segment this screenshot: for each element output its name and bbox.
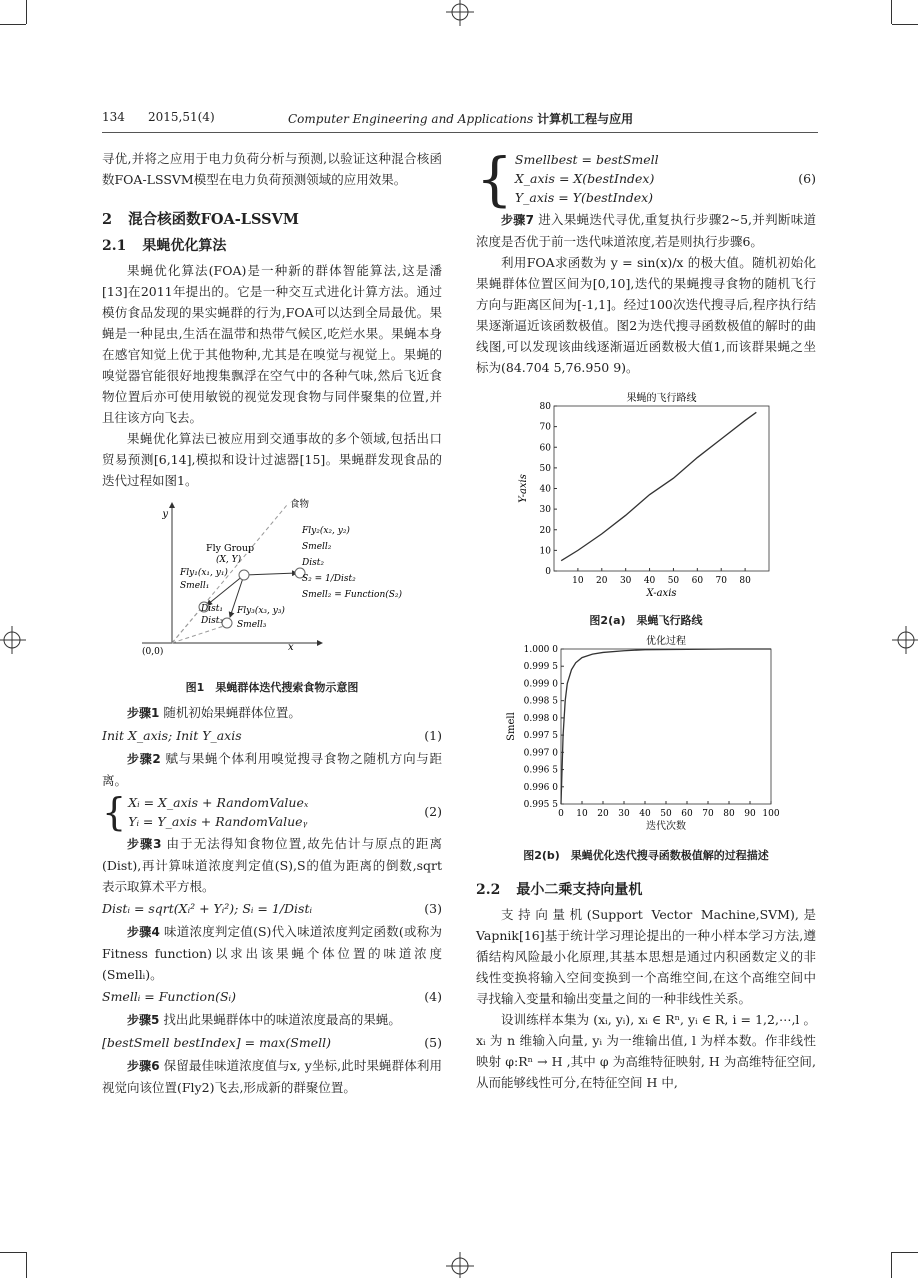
registration-mark-icon: [440, 1252, 480, 1278]
y-tick-label: 0.997 0: [523, 748, 558, 759]
step-paragraph: 步骤2 赋与果蝇个体利用嗅觉搜寻食物之随机方向与距离。: [102, 751, 442, 788]
issue-info: 2015,51(4): [148, 110, 215, 124]
crop-mark: [892, 24, 918, 25]
registration-mark-icon: [0, 620, 26, 660]
plot-frame: [554, 406, 769, 571]
y-tick-label: 1.000 0: [523, 645, 558, 655]
y-tick-label: 70: [539, 422, 551, 433]
crop-mark: [892, 1252, 918, 1253]
x-tick-label: 80: [723, 809, 735, 819]
diagram-label: Fly₂(x₂, y₂): [302, 526, 350, 536]
x-tick-label: 70: [702, 809, 714, 819]
y-tick-label: 50: [539, 463, 551, 474]
step-paragraph: 步骤6 保留最佳味道浓度值与x, y坐标,此时果蝇群体利用视觉向该位置(Fly2)飞去,形成新的群聚位置。: [102, 1058, 442, 1095]
diagram-label: Fly Group: [206, 543, 255, 554]
chart-title: 优化过程: [646, 636, 686, 647]
diagram-label: Dist₂: [302, 558, 324, 568]
chart-title: 果蝇的飞行路线: [626, 393, 697, 404]
left-column: [102, 148, 442, 1098]
equation: { Xᵢ = X_axis + RandomValueₓ Yᵢ = Y_axis + RandomValueᵧ (2): [102, 790, 442, 834]
crop-mark: [0, 24, 26, 25]
body-paragraph: 利用FOA求函数为 y = sin(x)/x 的极大值。随机初始化果蝇群体位置区间为[0,10],迭代的果蝇搜寻食物的随机飞行方向与距离区间为[-1,1]。经过100次迭代搜寻后,程序执行结果逐渐逼近该函数极值。图2为迭代搜寻函数极值的解时的曲线图,可以发现该曲线逐渐逼近函数极大值1,而该群果蝇之坐标为(84.704 5,76.950 9)。: [476, 255, 816, 375]
registration-mark-icon: [892, 620, 918, 660]
step-paragraph: 步骤4 味道浓度判定值(S)代入味道浓度判定函数(或称为Fitness function)以求出该果蝇个体位置的味道浓度(Smellᵢ)。: [102, 924, 442, 982]
x-axis-label: 迭代次数: [646, 821, 686, 832]
body-paragraph: 果蝇优化算法(FOA)是一种新的群体智能算法,这是潘[13]在2011年提出的。它是一种交互式进化计算方法。通过模仿食品发现的果实蝇群的行为,FOA可以达到全局最优。果蝇是一种昆虫,生活在温带和热带气候区,吃烂水果。果蝇本身在感官知觉上优于其他物种,尤其是在嗅觉与视觉上。果蝇的嗅觉器官能很好地搜集飘浮在空气中的各种气味,然后飞近食物位置后亦可使用敏锐的视觉发现食物与同伴聚集的位置,并且往该方向飞去。: [102, 263, 442, 425]
intro-paragraph: 寻优,并将之应用于电力负荷分析与预测,以验证这种混合核函数FOA-LSSVM模型在电力负荷预测领域的应用效果。: [102, 151, 442, 187]
y-tick-label: 30: [539, 505, 551, 516]
figure-caption: 图2(b) 果蝇优化迭代搜寻函数极值解的过程描述: [523, 849, 769, 862]
crop-mark: [891, 0, 892, 24]
flight-path-chart: [476, 390, 816, 600]
x-tick-label: 40: [643, 576, 656, 586]
fly-search-diagram: [102, 495, 442, 673]
x-tick-label: 70: [715, 576, 727, 586]
subsection-heading: 2.2 最小二乘支持向量机: [476, 882, 643, 898]
y-tick-label: 60: [539, 443, 551, 454]
series-line: [561, 649, 771, 804]
y-tick-label: 0.996 0: [523, 782, 558, 793]
equation: [bestSmell bestIndex] = max(Smell) (5): [102, 1035, 442, 1050]
y-tick-label: 0.996 5: [523, 765, 558, 776]
x-tick-label: 0: [558, 809, 564, 819]
right-column: [476, 144, 816, 1093]
journal-title-cn: 计算机工程与应用: [537, 112, 634, 126]
x-tick-label: 10: [572, 576, 584, 586]
figure-caption: 图2(a) 果蝇飞行路线: [589, 614, 703, 627]
y-tick-label: 0.999 0: [523, 679, 558, 690]
x-tick-label: 50: [660, 809, 672, 819]
y-tick-label: 0.999 5: [523, 662, 558, 673]
y-tick-label: 40: [539, 484, 551, 495]
crop-mark: [0, 1252, 26, 1253]
y-axis-label: Y-axis: [518, 474, 529, 503]
y-tick-label: 10: [539, 546, 551, 557]
y-tick-label: 0.997 5: [523, 731, 558, 742]
series-line: [561, 412, 756, 560]
x-tick-label: 40: [639, 809, 651, 819]
diagram-label: 食物: [290, 499, 310, 510]
y-tick-label: 20: [539, 525, 551, 536]
subsection-heading: 2.1 果蝇优化算法: [102, 238, 227, 254]
x-tick-label: 20: [596, 576, 608, 586]
body-paragraph: 支持向量机(Support Vector Machine,SVM),是Vapnik[16]基于统计学习理论提出的一种小样本学习方法,遵循结构风险最小化原理,其基本思想是通过内积函数定义的非线性变换将输入空间变换到一个高维空间,在这个高维空间中寻找输入变量和输出变量之间的一种非线性关系。: [476, 907, 816, 1006]
diagram-label: Smell₁: [180, 581, 210, 591]
equation: Init X_axis; Init Y_axis (1): [102, 728, 442, 743]
journal-title-en: Computer Engineering and Applications: [288, 112, 534, 126]
step-paragraph: 步骤7 进入果蝇迭代寻优,重复执行步骤2~5,并判断味道浓度是否优于前一迭代味道浓度,若是则执行步骤6。: [476, 212, 816, 249]
optimization-process-chart: [476, 635, 816, 835]
section-heading: 2 混合核函数FOA-LSSVM: [102, 211, 299, 228]
x-tick-label: 20: [597, 809, 609, 819]
x-tick-label: 100: [762, 809, 780, 819]
figure-2a: [476, 390, 816, 606]
equation: Distᵢ = sqrt(Xᵢ² + Yᵢ²); Sᵢ = 1/Distᵢ (3): [102, 901, 442, 916]
figure-1: [102, 495, 442, 673]
x-tick-label: 30: [618, 809, 630, 819]
step-paragraph: 步骤3 由于无法得知食物位置,故先估计与原点的距离(Dist),再计算味道浓度判定值(S),S的值为距离的倒数,sqrt 表示取算术平方根。: [102, 836, 442, 894]
x-tick-label: 10: [576, 809, 588, 819]
diagram-label: Fly₃(x₃, y₃): [237, 606, 285, 616]
x-tick-label: 90: [744, 809, 756, 819]
x-tick-label: 30: [619, 576, 632, 586]
y-tick-label: 80: [539, 402, 551, 412]
page-number: 134: [102, 110, 125, 124]
diagram-label: Smell₂: [302, 542, 332, 552]
body-paragraph: 果蝇优化算法已被应用到交通事故的多个领域,包括出口贸易预测[6,14],模拟和设计过滤器[15]。果蝇群发现食品的迭代过程如图1。: [102, 431, 442, 488]
diagram-label: S₂ = 1/Dist₂: [302, 574, 356, 584]
body-paragraph: 设训练样本集为 (xᵢ, yᵢ), xᵢ ∈ Rⁿ, yᵢ ∈ R, i = 1,2,⋯,l 。xᵢ 为 n 维输入向量, yᵢ 为一维输出值, l 为样本数。作非线性映射 φ:Rⁿ → H ,其中 φ 为高维特征映射, H 为高维特征空间,从而能够线性可分,在特征空间 H 中,: [476, 1012, 816, 1090]
crop-mark: [26, 1252, 27, 1278]
equation: Smellᵢ = Function(Sᵢ) (4): [102, 989, 442, 1004]
y-axis-label: Smell: [506, 712, 517, 741]
diagram-label: x: [288, 642, 294, 653]
journal-title: [288, 110, 633, 127]
header-rule: [102, 132, 818, 133]
registration-mark-icon: [440, 0, 480, 26]
diagram-label: y: [162, 509, 168, 520]
diagram-label: Smell₂ = Function(S₂): [302, 590, 403, 600]
step-paragraph: 步骤5 找出此果蝇群体中的味道浓度最高的果蝇。: [127, 1012, 401, 1027]
crop-mark: [26, 0, 27, 24]
plot-frame: [561, 649, 771, 804]
running-header: [102, 110, 818, 130]
equation: { Smellbest = bestSmell X_axis = X(bestIndex) Y_axis = Y(bestIndex) (6): [476, 144, 816, 213]
y-tick-label: 0.995 5: [523, 800, 558, 810]
step-paragraph: 步骤1 随机初始果蝇群体位置。: [127, 705, 301, 720]
diagram-label: Fly₁(x₁, y₁): [180, 568, 228, 578]
y-tick-label: 0.998 0: [523, 713, 558, 724]
x-tick-label: 50: [667, 576, 680, 586]
diagram-label: Dist₁: [201, 604, 223, 614]
diagram-label: (X, Y): [216, 555, 242, 565]
x-tick-label: 60: [691, 576, 704, 586]
y-tick-label: 0: [545, 567, 551, 577]
x-tick-label: 80: [739, 576, 751, 586]
diagram-label: Smell₃: [237, 620, 267, 630]
crop-mark: [891, 1252, 892, 1278]
x-axis-label: X-axis: [646, 588, 677, 599]
diagram-label: (0,0): [142, 647, 164, 657]
diagram-label: Dist₃: [201, 616, 223, 626]
y-tick-label: 0.998 5: [523, 696, 558, 707]
figure-caption: 图1 果蝇群体迭代搜索食物示意图: [185, 681, 359, 694]
figure-2b: [476, 635, 816, 841]
x-tick-label: 60: [681, 809, 693, 819]
